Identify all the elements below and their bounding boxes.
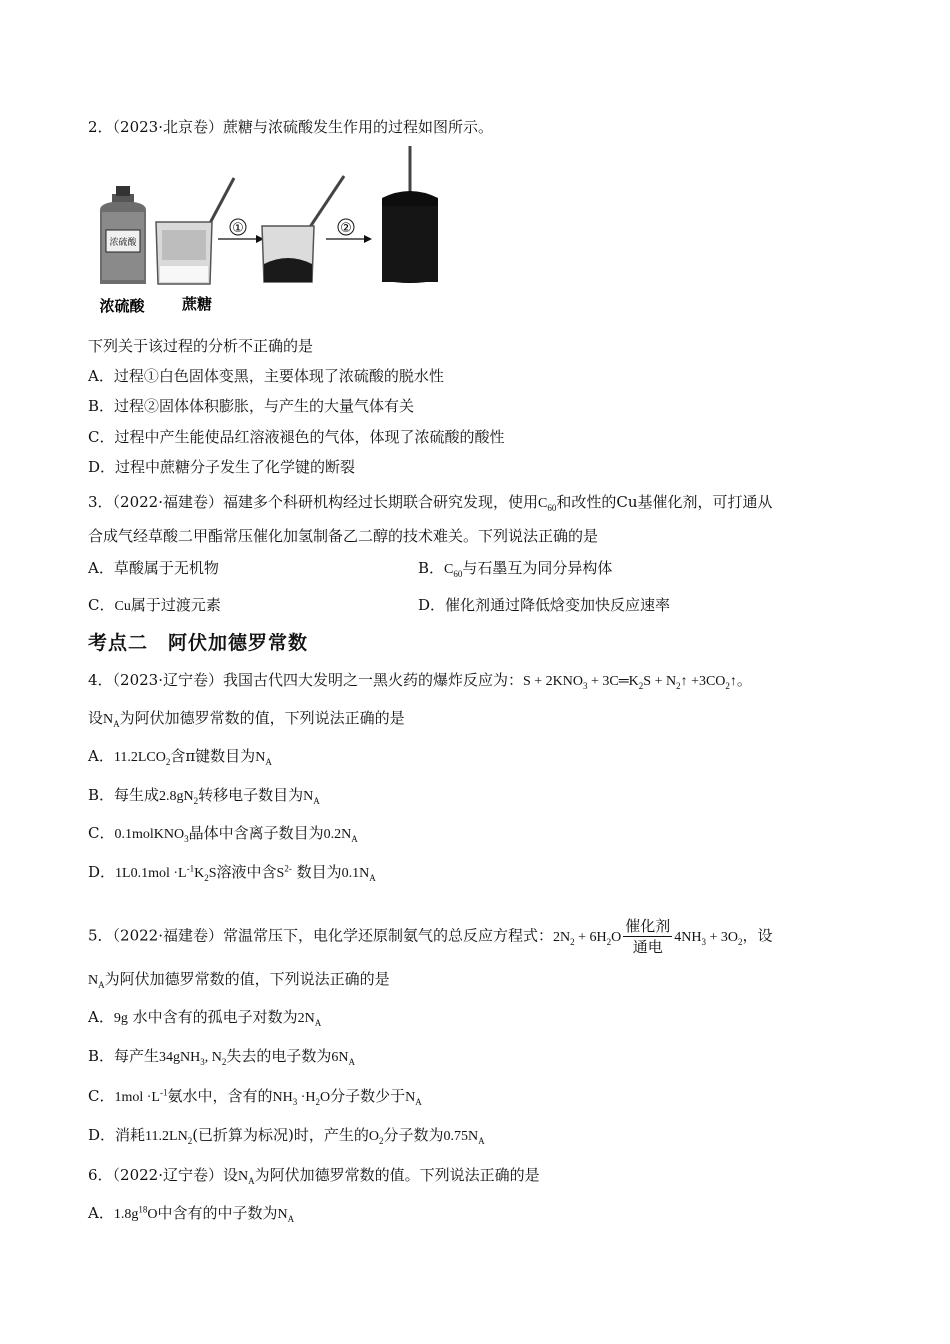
q3-option-d: D．催化剂通过降低焓变加快反应速率 [418,596,671,614]
q4-stem: 4．（2023·辽宁卷）我国古代四大发明之一黑火药的爆炸反应为：$S + 2KNO_3$ + $3C═K_2S$ + $N_2↑$ $+3CO_2↑$。 [88,671,752,691]
q4-stem-line2: 设$N_A$为阿伏加德罗常数的值，下列说法正确的是 [88,709,405,729]
q3-stem: 3．（2022·福建卷）福建多个科研机构经过长期联合研究发现，使用$C_{60}$和改性的Cu基催化剂，可打通从 [88,493,773,513]
section-heading: 考点二 阿伏加德罗常数 [88,632,309,654]
label-sugar: 蔗糖 [181,295,213,313]
q4-option-d: D．$1L0.1mol \cdot L^{-1}K_2S$溶液中含$S^{2-}$ 数目为$0.1N_A$ [88,863,376,883]
q2-stem: 2．（2023·北京卷）蔗糖与浓硫酸发生作用的过程如图所示。 [88,118,493,136]
q5-stem-line2: $N_A$为阿伏加德罗常数的值，下列说法正确的是 [88,970,390,990]
expanded-beaker-icon [382,146,438,283]
q4-option-a: A．$11.2LCO_2$含π键数目为$N_A$ [88,747,272,767]
acid-bottle-icon [100,186,146,284]
q5-option-d: D．消耗$11.2LN_2$(已折算为标况)时，产生的$O_2$分子数为$0.75N_A$ [88,1126,485,1146]
q2-option-c: C．过程中产生能使品红溶液褪色的气体，体现了浓硫酸的酸性 [88,428,505,446]
sugar-beaker-icon [156,178,234,284]
sucrose-reaction-figure [92,146,442,318]
label-acid: 浓硫酸 [99,297,145,315]
q5-option-c: C．$1mol \cdot L^{-1}$氨水中，含有的$NH_3 \cdot H_2O$分子数少于$N_A$ [88,1087,422,1107]
q3-stem-line2: 合成气经草酸二甲酯常压催化加氢制备乙二醇的技术难关。下列说法正确的是 [88,527,599,545]
q4-option-b: B．每生成$2.8gN_2$转移电子数目为$N_A$ [88,786,320,806]
q3-option-c: C．Cu属于过渡元素 [88,596,221,614]
arrow-step1-icon [218,219,264,243]
q3-option-a: A．草酸属于无机物 [88,559,219,577]
q5-stem: 5．（2022·福建卷）常温常压下，电化学还原制氨气的总反应方程式：$2N_2 + 6H_2O$ $\frac{\text{催化剂}}{\text{通电}}$ $4NH_3 + 3O_2$，设 [88,917,773,956]
bottle-label: 浓硫酸 [109,238,137,248]
q2-option-b: B．过程②固体体积膨胀，与产生的大量气体有关 [88,397,415,415]
q2-option-d: D．过程中蔗糖分子发生了化学键的断裂 [88,458,356,476]
q6-stem: 6．（2022·辽宁卷）设$N_A$为阿伏加德罗常数的值。下列说法正确的是 [88,1166,540,1186]
arrow-step2-icon [326,219,372,243]
q2-option-a: A．过程①白色固体变黑，主要体现了浓硫酸的脱水性 [88,367,444,385]
q4-option-c: C．0.1molKNO$_3$晶体中含离子数目为$0.2N_A$ [88,824,358,844]
q3-option-b: B．$C_{60}$与石墨互为同分异构体 [418,559,613,579]
darkened-beaker-icon [262,176,344,282]
q6-option-a: A．$1.8g^{18}O$中含有的中子数为$N_A$ [88,1204,295,1224]
step1-label: ① [232,221,244,236]
q2-prompt: 下列关于该过程的分析不正确的是 [88,337,314,355]
step2-label: ② [340,221,352,236]
reaction-condition: $\frac{\text{催化剂}}{\text{通电}}$ [625,917,671,956]
q5-option-b: B．每产生34gNH$_3$, $N_2$失去的电子数为$6N_A$ [88,1047,356,1067]
q5-option-a: A．9g 水中含有的孤电子对数为$2N_A$ [88,1008,322,1028]
